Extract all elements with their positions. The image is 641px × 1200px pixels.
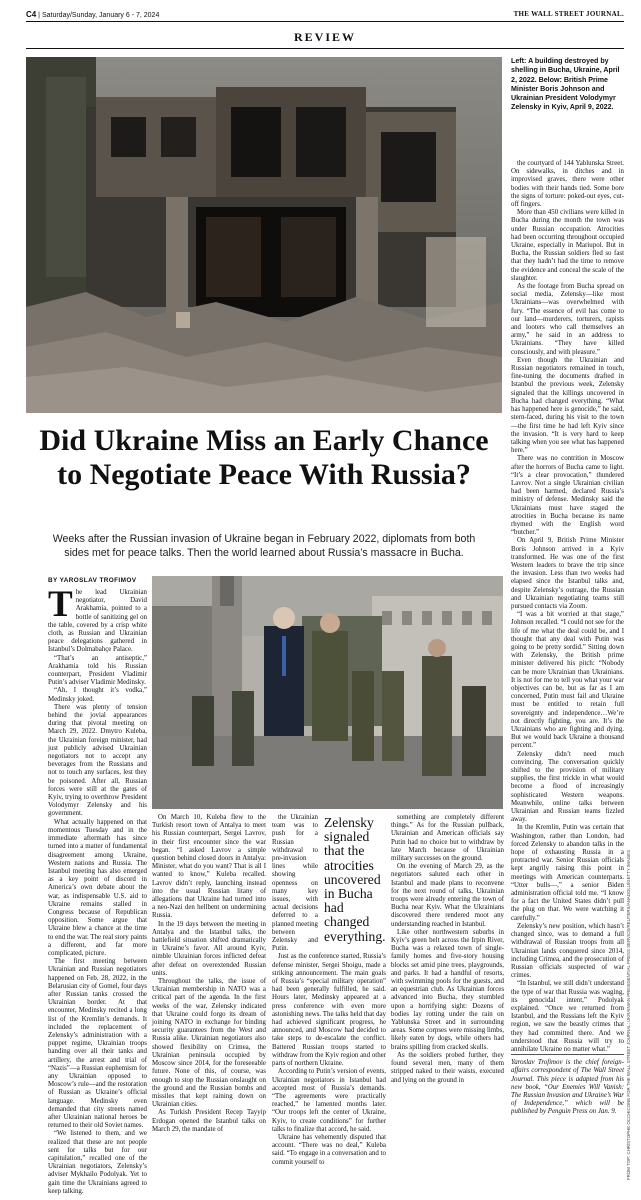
article-column-1: [48, 584, 147, 1196]
paragraph: In the Kremlin, Putin was certain that Washington, rather than London, had forced Zelensky to abandon talks in the hope of exhausting Russia in a protracted war. Senior Russian officials kept angrily raising this point in meetings with American counterparts. “Utter bulls—,” a senior Biden administration official told me. “I know for a fact the United States didn’t pull the plug on that. We were watching it carefully.”: [511, 824, 624, 922]
byline: BY YAROSLAV TROFIMOV: [48, 577, 137, 584]
kyiv-street-illustration: [152, 576, 503, 809]
paragraph: “I was a bit worried at that stage,” Johnson recalled. “I could not see for the life of me what the deal could be, and I thought that any deal with Putin was going to be pretty sordid.” Sitting down with Zelensky, the British prime minister delivered his pitch: “Nobody can be more Ukrainian than Ukrainians. It is not for me to tell you what your war objectives can be, but as far as I am concerned, Putin must fail and Ukraine must be entitled to retain full sovereignty and independence…We’re not directly fighting, you are. It’s the Ukrainians who are fighting and dying. But we would back Ukraine a thousand percent.”: [511, 611, 624, 750]
paragraph: Even though the Ukrainian and Russian negotiators remained in touch, fine-tuning the documents drafted in Istanbul the previous week, Zelensky signaled that the killings uncovered in Bucha had changed everything. “What has happened here is genocide,” he said, stern-faced, during his visit to the town—the first time he had left Kyiv since the invasion. “It is very hard to keep talking when you see what has happened here.”: [511, 356, 624, 455]
drop-cap: T: [48, 584, 73, 625]
paragraph: As the footage from Bucha spread on social media, Zelensky—like most Ukrainians—was overwhelmed with fury. “The essence of evil has come to our land—murderers, torturers, rapists and looters who call themselves an army,” he said in an address to Ukrainians. “They have killed consciously, and with pleasure.”: [511, 283, 624, 356]
article-column-4: [391, 814, 504, 1085]
paragraph: What actually happened on that momentous Tuesday and in the immediate aftermath has since turned into a matter of fundamental disagreement among Ukraine, Western nations and Russia. The Istanbul meeting has also emerged as a key point of discord in America’s own debate about the war, as indispensable U.S. aid to Ukraine remains stalled in Congress because of Republican opposition. Some argue that Ukraine blew a chance at the time to end the war. The real story paints a different, and far more complicated, picture.: [48, 818, 147, 957]
pull-quote: Zelensky signaled that the atrocities uncovered in Bucha had changed everything.: [324, 815, 386, 944]
author-bio: Yaroslav Trofimov is the chief foreign-affairs correspondent of The Wall Street Journal. This piece is adapted from his new book, “Our Enemies Will Vanish: The Russian Invasion and Ukraine’s War of Independence,” which will be published by Penguin Press on Jan. 9.: [511, 1054, 624, 1116]
johnson-zelensky-photo: [152, 576, 503, 809]
article-column-2: [152, 814, 266, 1134]
headline: Did Ukraine Miss an Early Chance to Negotiate Peace With Russia?: [39, 424, 489, 491]
photo-credit: FROM TOP: CHRISTOPHE OCCHICONE FOR THE WALL STREET JOURNAL; UKRAINIAN PRESIDENTIAL PRESS SERVICE/REUTERS/ANADOLU/GETTY IMAGES: [626, 849, 631, 1180]
paragraph: In the 19 days between the meeting in Antalya and the Istanbul talks, the battlefield situation shifted dramatically in Ukraine’s favor. All around Kyiv, nimble Ukrainian forces inflicted defeat after defeat on overextended Russian units.: [152, 920, 266, 977]
article-column-5: [511, 160, 624, 1117]
paragraph: The lead Ukrainian negotiator, David Arakhamia, pointed to a bottle of sanitizing gel on the table, covered by a crisp white cloth, as Russian and Ukrainian peace delegations gathered in Istanbul’s Dolmabahçe Palace.: [48, 584, 147, 654]
paragraph: something are completely different things.” As for the Russian pullback, Ukrainian and American officials say Putin had no choice but to withdraw by late March because of Ukrainian military successes on the ground.: [391, 814, 504, 863]
paragraph: “Ah, I thought it’s vodka,” Medinsky joked.: [48, 687, 147, 703]
paragraph: On March 10, Kuleba flew to the Turkish resort town of Antalya to meet his Russian counterpart, Sergei Lavrov, in their first encounter since the war began. “I asked Lavrov a simple question behind closed doors in Antalya: Minister, what do you want? That is all I wanted to know,” Kuleba recalled. Lavrov didn’t reply, launching instead into the usual Russian litany of allegations that Ukraine had turned into a neo-Nazi den hellbent on undermining Russia.: [152, 814, 266, 920]
paragraph: Ukraine has vehemently disputed that account. “There was no deal,” Kuleba said. “To engage in a conversation and to commit yourself to: [272, 1133, 386, 1166]
section-divider: [26, 48, 624, 49]
photo-caption: Left: A building destroyed by shelling in Bucha, Ukraine, April 2, 2022. Below: British Prime Minister Boris Johnson and Ukrainian President Volodymyr Zelensky in Kyiv, April 9, 2022.: [511, 57, 620, 112]
paragraph: the Ukrainian team was to push for a Russian withdrawal to pre-invasion lines while showing openness on many key issues, with actual decisions deferred to a planned meeting between Zelensky and Putin.: [272, 814, 318, 953]
paragraph: As Turkish President Recep Tayyip Erdogan opened the Istanbul talks on March 29, the mandate of: [152, 1109, 266, 1133]
section-title: REVIEW: [293, 30, 356, 44]
dek: Weeks after the Russian invasion of Ukraine began in February 2022, diplomats from both sides met for peace talks. Then the world learned about Russia’s massacre in Bucha.: [52, 533, 476, 559]
paragraph: Throughout the talks, the issue of Ukrainian membership in NATO was a critical part of the agenda. In the first weeks of the war, Zelensky indicated that Ukraine could forgo its dream of joining NATO in exchange for binding security guarantees from the West and Russia alike. Ukrainian negotiators also showed flexibility on Crimea, the Ukrainian peninsula occupied by Moscow since 2014, for the foreseeable future. None of this, of course, was enough to stop the Russian onslaught on the ground and the Russian bombs and missiles that kept raining down on Ukrainian cities.: [152, 978, 266, 1109]
paragraph: As the soldiers probed further, they found several men, many of them stripped naked to their waists, executed and lying on the ground in: [391, 1051, 504, 1084]
paragraph: Zelensky didn’t need much convincing. The conversation quickly shifted to the provision of military supplies, the first trickle in what would become a flood of increasingly sophisticated Western weapons. Meanwhile, online talks between Ukrainian and Russian teams fizzled away.: [511, 750, 624, 824]
paragraph: There was plenty of tension behind the jovial appearances during that pivotal meeting on March 29, 2022. Dmytro Kuleba, the Ukrainian foreign minister, had just publicly advised Ukrainian negotiators not to accept any beverages from the Russians and not to touch any surfaces, lest they be poisoned. After all, Russian forces were still at the gates of Kyiv, trying to overthrow President Volodymyr Zelensky and his government.: [48, 703, 147, 818]
paragraph: Just as the conference started, Russia’s defense minister, Sergei Shoigu, made a striking announcement. The main goals of Russia’s “special military operation” had been generally fulfilled, he said. Hours later, Medinsky appeared at a press conference with even more astonishing news. The talks held that day had achieved significant progress, he announced, and Moscow had decided to take steps to de-escalate the conflict. Battered Russian troops started to withdraw from the Kyiv region and other parts of northern Ukraine.: [272, 953, 386, 1068]
paragraph: On the evening of March 29, as the negotiators saluted each other in Istanbul and made plans to reconvene for the next round of talks, Ukrainian troops were already entering the town of Bucha near Kyiv. What the Ukrainians discovered there rendered moot any understanding reached in Istanbul.: [391, 863, 504, 928]
paragraph: More than 450 civilians were killed in Bucha during the month the town was under Russian occupation. Atrocities had been occurring throughout occupied Ukraine, especially in Mariupol. But in Bucha, the Russian soldiers fled so fast that they hadn’t had the time to remove the evidence and conceal the scale of the slaughter.: [511, 209, 624, 282]
masthead: [26, 8, 624, 22]
page-number: C4: [26, 10, 37, 19]
paragraph: Like other northwestern suburbs in Kyiv’s green belt across the Irpin River, Bucha was a relaxed town of single-family homes and five-story housing blocks set amid pine trees, playgrounds, and parks. It had a handful of resorts, with swimming pools for the guests, and an equestrian club. As Ukrainian forces advanced into Bucha, they stumbled upon a horrifying sight: Dozens of bodies lay rotting under the rain on Yablunska Street and in surrounding areas. Some corpses were missing limbs, likely eaten by dogs, while others had brains spilling from cracked skulls.: [391, 928, 504, 1051]
paragraph: On April 9, British Prime Minister Boris Johnson arrived in a Kyiv transformed. He was one of the first Western leaders to brave the trip since the invasion. Less than two weeks had elapsed since the Istanbul talks and, despite Zelensky’s outrage, the Russian and Ukrainian negotiating teams still pursued contacts via Zoom.: [511, 537, 624, 610]
issue-date: Saturday/Sunday, January 6 - 7, 2024: [41, 12, 160, 19]
page-info: C4 | Saturday/Sunday, January 6 - 7, 2024: [26, 10, 160, 19]
paragraph: There was no contrition in Moscow after the horrors of Bucha came to light. “It’s a clear provocation,” thundered Lavrov. Not a single Ukrainian civilian had been harmed, declared Russia’s ministry of defense. Medinsky said the Ukrainians must have staged the atrocities in Bucha because its name rhymed with the English word “butcher.”: [511, 455, 624, 537]
newspaper-name: THE WALL STREET JOURNAL.: [513, 10, 624, 18]
destroyed-building-illustration: [26, 57, 502, 413]
paragraph: According to Putin’s version of events, Ukrainian negotiators in Istanbul had accepted most of Russia’s demands. “The agreements were practically reached,” he lamented months later. “Our troops left the center of Ukraine, Kyiv, to create conditions” for further talks to finalize that accord, he said.: [272, 1068, 386, 1133]
article-column-3: [272, 814, 386, 1167]
destroyed-building-photo: [26, 57, 502, 413]
paragraph: The first meeting between Ukrainian and Russian negotiators happened on Feb. 28, 2022, in the Belarusian city of Gomel, four days after Russian tanks crossed the Ukrainian border. At that encounter, Medinsky recited a long list of the Kremlin’s demands. It included the replacement of Zelensky’s administration with a puppet regime, Ukrainian troops handing over all their tanks and artillery, the arrest and trial of “Nazis”—a Russian euphemism for any Ukrainian opposed to Moscow’s rule—and the restoration of Russian as Ukraine’s official language. Medinsky even demanded that city streets named after Ukrainian national heroes be returned to their old Soviet names.: [48, 958, 147, 1130]
paragraph: the courtyard of 144 Yablunska Street. On sidewalks, in ditches and in improvised graves, there were other bodies with their hands tied. Some bore the signs of torture: poked-out eyes, cut-off fingers.: [511, 160, 624, 209]
paragraph: Zelensky’s new position, which hasn’t changed since, was to demand a full withdrawal of Russian troops from all Ukrainian lands conquered since 2014, including Crimea, and the prosecution of Russian officials suspected of war crimes.: [511, 922, 624, 980]
paragraph: “In Istanbul, we still didn’t understand the type of war that Russia was waging, its genocidal intent,” Podolyak explained. “Once we returned from Istanbul, and the Russians left the Kyiv region, we saw the beastly crimes that they had committed there. And we understood that Russia will try to annihilate Ukraine no matter what.”: [511, 980, 624, 1053]
paragraph: “We listened to them, and we realized that these are not people sent for talks but for our capitulation,” recalled one of the Ukrainian negotiators, Zelensky’s adviser Mykhailo Podolyak. Yet to gain time the Ukrainians agreed to keep talking.: [48, 1130, 147, 1195]
paragraph: “That’s an antiseptic,” Arakhamia told his Russian counterpart, President Vladimir Putin’s adviser Vladimir Medinsky.: [48, 654, 147, 687]
